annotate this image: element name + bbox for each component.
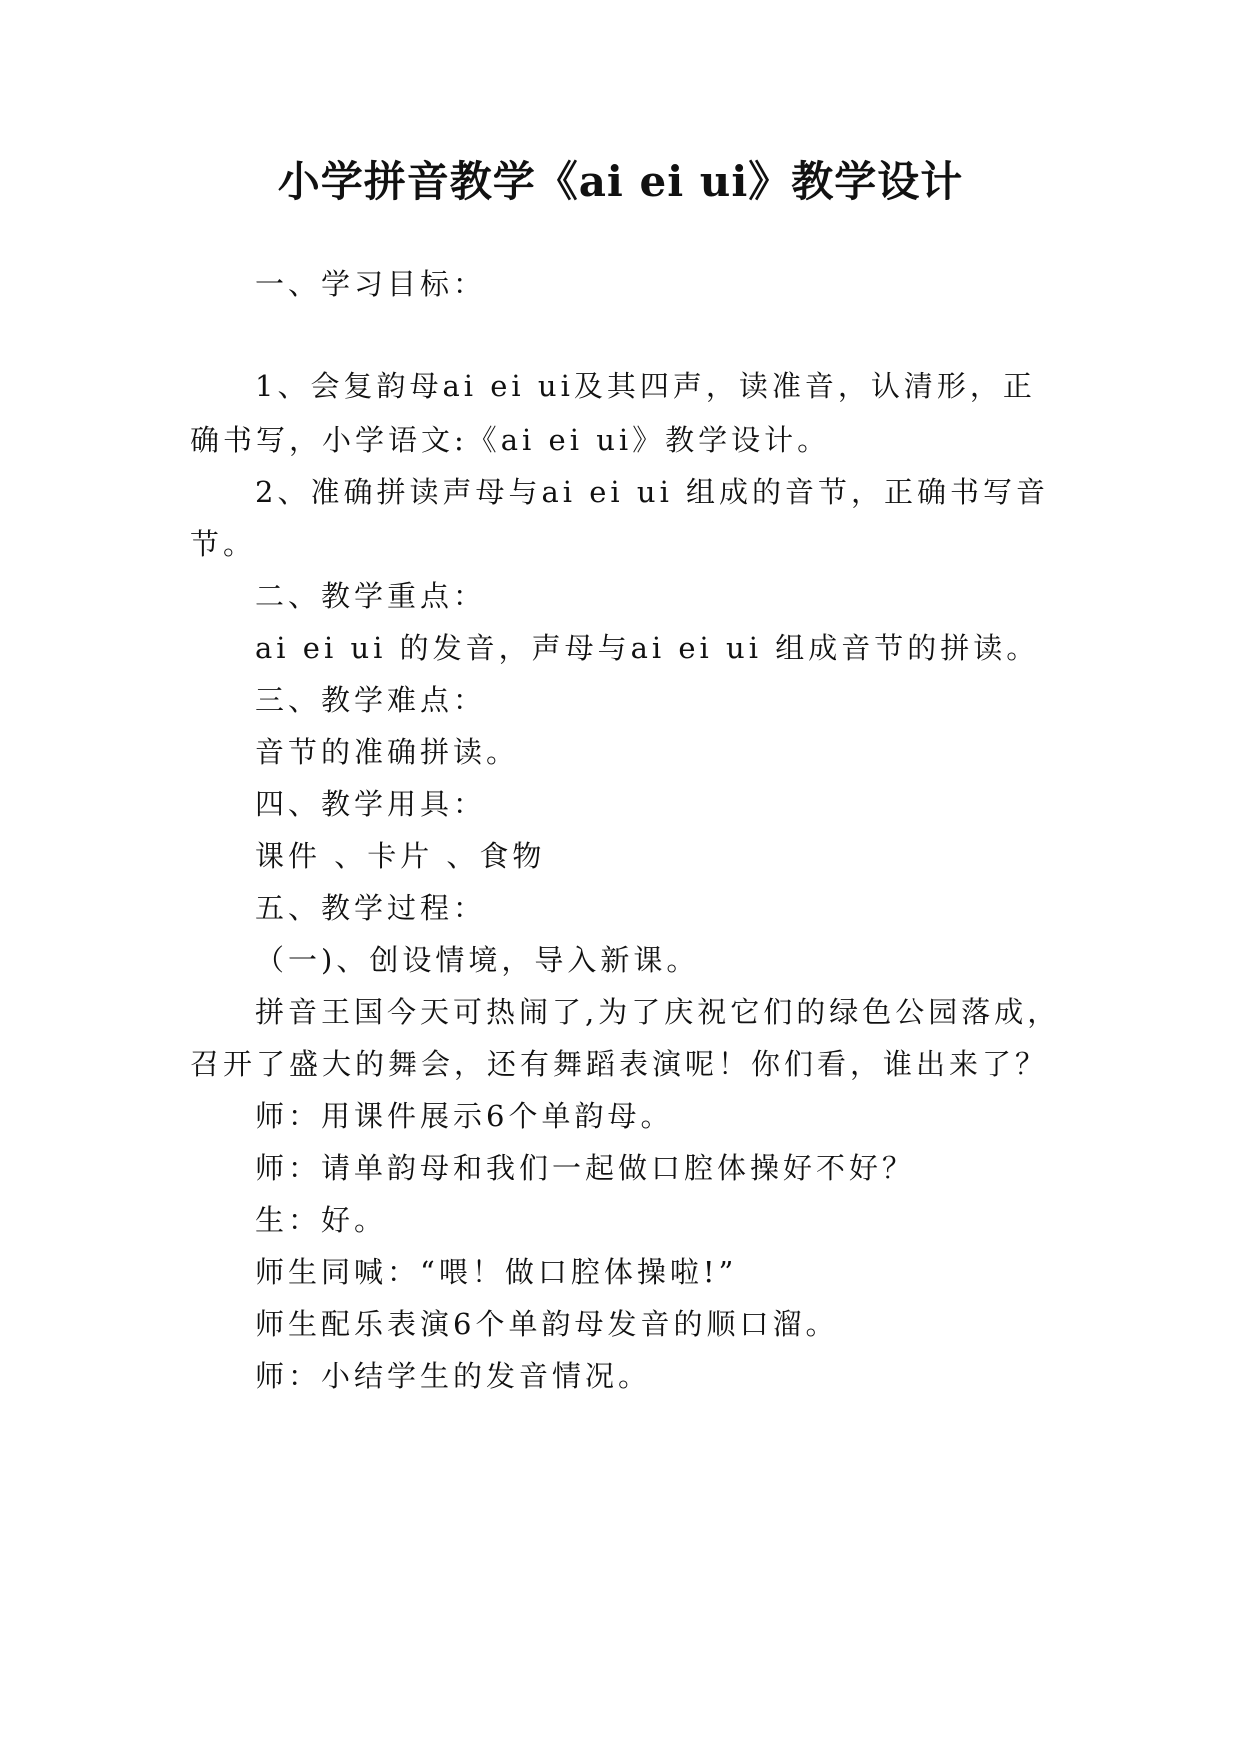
paragraph-line: 拼音王国今天可热闹了,为了庆祝它们的绿色公园落成， — [255, 995, 1061, 1029]
section-heading-materials: 四、教学用具： — [255, 787, 487, 821]
paragraph-line: 节。 — [190, 527, 257, 561]
paragraph-line: 师：请单韵母和我们一起做口腔体操好不好？ — [255, 1151, 916, 1185]
paragraph-line: 生：好。 — [255, 1203, 388, 1237]
paragraph-line: 确书写，小学语文:《ai ei ui》教学设计。 — [190, 423, 831, 457]
paragraph-line: 师生同喊：“喂！做口腔体操啦!” — [255, 1255, 738, 1289]
paragraph-line: 2、准确拼读声母与ai ei ui 组成的音节，正确书写音 — [255, 475, 1050, 509]
paragraph-line: 师：小结学生的发音情况。 — [255, 1359, 652, 1393]
subsection-heading: （一)、创设情境，导入新课。 — [255, 943, 700, 977]
paragraph-line: ai ei ui 的发音，声母与ai ei ui 组成音节的拼读。 — [255, 631, 1040, 665]
paragraph-line: 召开了盛大的舞会，还有舞蹈表演呢！你们看，谁出来了？ — [190, 1047, 1049, 1081]
section-heading-key-points: 二、教学重点： — [255, 579, 487, 613]
section-heading-process: 五、教学过程： — [255, 891, 487, 925]
section-heading-goals: 一、学习目标： — [255, 267, 487, 301]
paragraph-line: 师：用课件展示6个单韵母。 — [255, 1099, 674, 1133]
section-heading-difficulties: 三、教学难点： — [255, 683, 487, 717]
paragraph-line: 师生配乐表演6个单韵母发音的顺口溜。 — [255, 1307, 839, 1341]
document-title: 小学拼音教学《ai ei ui》教学设计 — [277, 157, 964, 206]
paragraph-line: 课件 、卡片 、食物 — [255, 839, 546, 873]
paragraph-line: 1、会复韵母ai ei ui及其四声，读准音，认清形，正 — [255, 369, 1036, 403]
paragraph-line: 音节的准确拼读。 — [255, 735, 520, 769]
